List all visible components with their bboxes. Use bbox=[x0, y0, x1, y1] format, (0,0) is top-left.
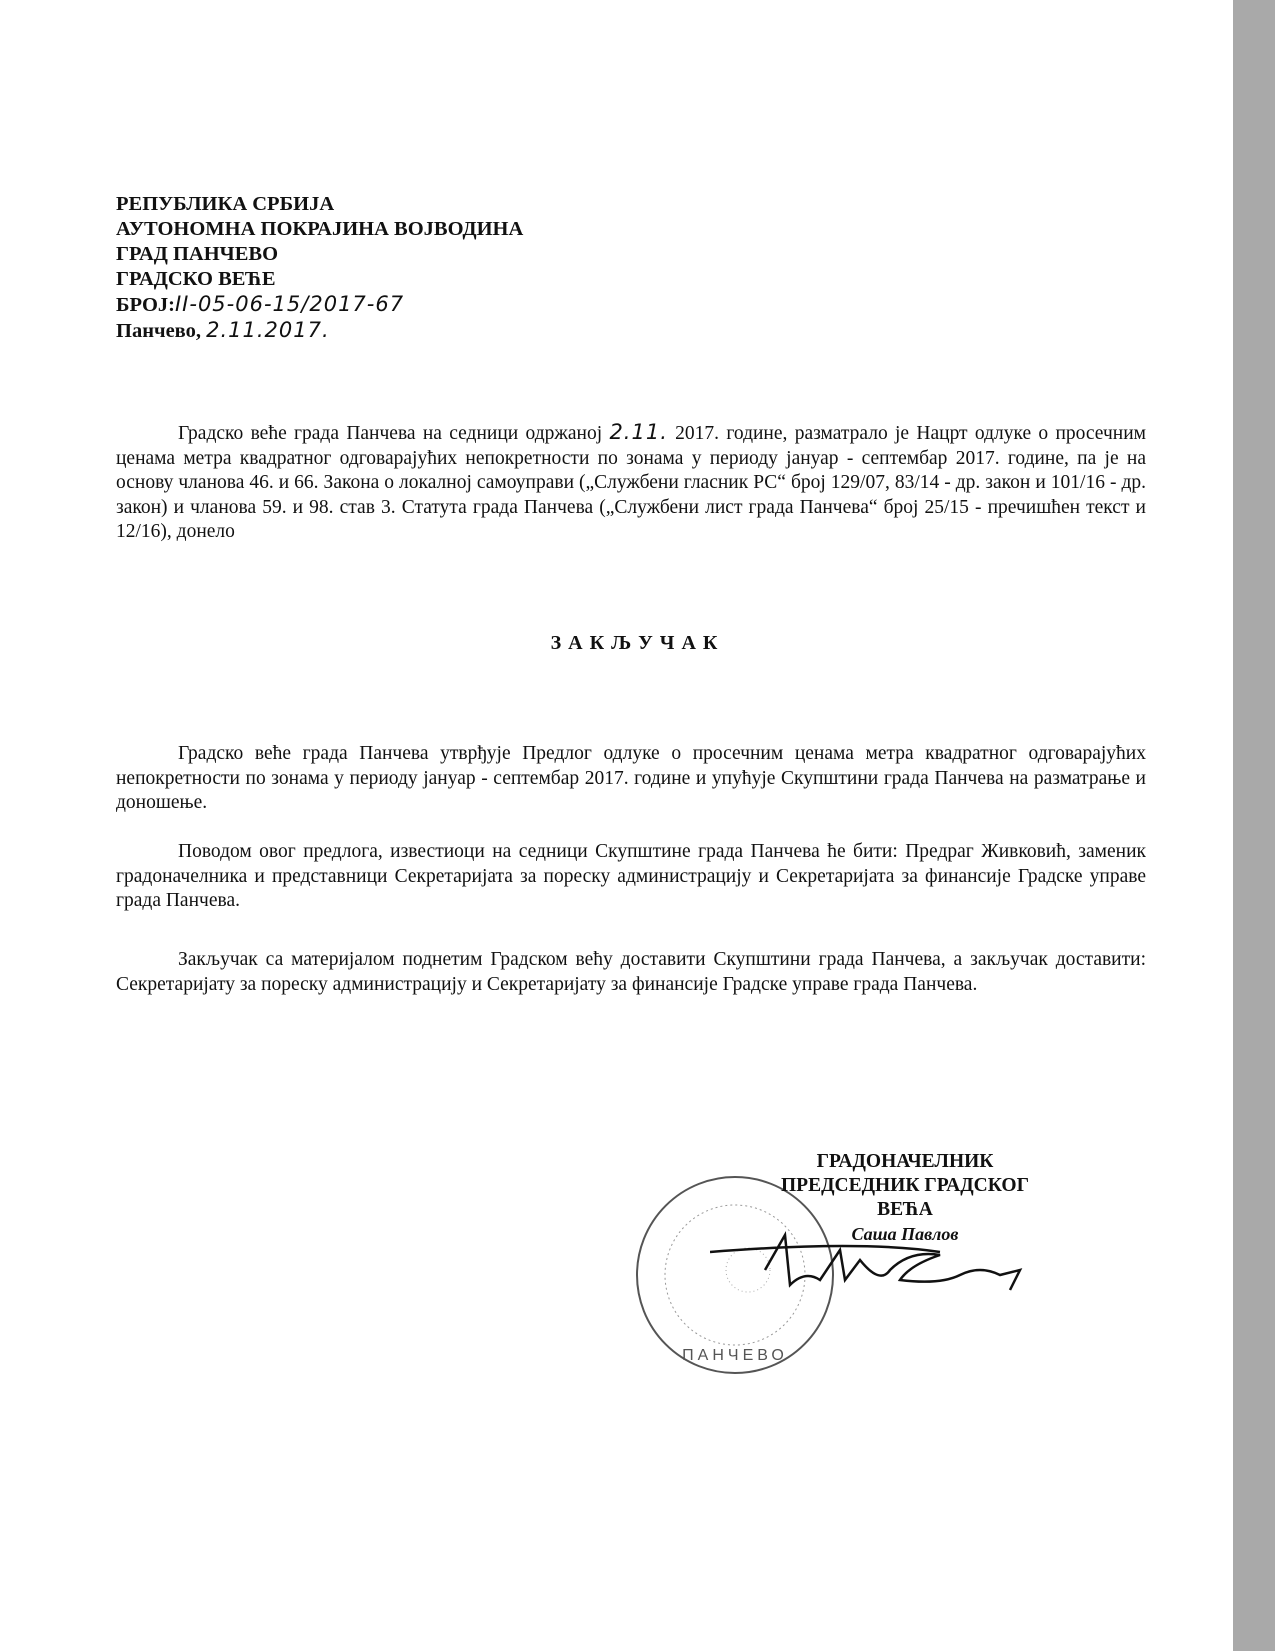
signer-title-1: ГРАДОНАЧЕЛНИК bbox=[816, 1151, 994, 1172]
header-province: АУТОНОМНА ПОКРАЈИНА ВОЈВОДИНА bbox=[116, 218, 524, 240]
intro-handwritten-date: 2.11. bbox=[609, 420, 668, 444]
paragraph-2: Поводом овог предлога, известиоци на седници Скупштине града Панчева ће бити: Предраг Живковић, заменик градоначелника и представници Секретаријата за пореску администрацију и Секретаријата за финансије Градске управе града Панчева. bbox=[116, 841, 1146, 911]
signer-title-2: ПРЕДСЕДНИК ГРАДСКОГ ВЕЋА bbox=[781, 1175, 1029, 1220]
svg-text:ПАНЧЕВО: ПАНЧЕВО bbox=[682, 1347, 788, 1364]
intro-paragraph bbox=[116, 420, 1146, 545]
intro-text-start: Градско веће града Панчева на седници одржаној bbox=[178, 423, 610, 444]
number-value: II-05-06-15/2017-67 bbox=[174, 292, 405, 316]
header-place-date bbox=[116, 318, 523, 344]
scan-edge-band bbox=[1233, 0, 1275, 1651]
paragraph-3: Закључак са материјалом поднетим Градском већу доставити Скупштини града Панчева, а закључак доставити: Секретаријату за пореску администрацију и Секретаријату за финансије Градске управе града Панчева. bbox=[116, 949, 1146, 995]
document-header bbox=[116, 192, 523, 344]
header-republic: РЕПУБЛИКА СРБИЈА bbox=[116, 193, 335, 215]
header-city: ГРАД ПАНЧЕВО bbox=[116, 243, 279, 265]
signer-name: Саша Павлов bbox=[851, 1224, 959, 1244]
place-label: Панчево, bbox=[116, 320, 201, 342]
date-value: 2.11.2017. bbox=[206, 318, 330, 342]
paragraph-1: Градско веће града Панчева утврђује Предлог одлуке о просечним ценама метра квадратног одговарајућих непокретности по зонама у периоду јануар - септембар 2017. године и упућује Скупштини града Панчева на разматрање и доношење. bbox=[116, 743, 1146, 813]
header-number bbox=[116, 292, 523, 318]
number-label: БРОЈ: bbox=[116, 294, 175, 316]
document-title: ЗАКЉУЧАК bbox=[550, 632, 725, 654]
handwritten-signature bbox=[710, 1230, 1040, 1300]
header-council: ГРАДСКО ВЕЋЕ bbox=[116, 268, 276, 290]
intro-text-rest: 2017. године, разматрало је Нацрт одлуке о просечним ценама метра квадратног одговарајућих непокретности по зонама у периоду јануар - септембар 2017. године, па је на основу чланова 46. и 66. Закона о локалној самоуправи („Службени гласник РС“ број 129/07, 83/14 - др. закон и 101/16 - др. закон) и чланова 59. и 98. став 3. Статута града Панчева („Службени лист града Панчева“ број 25/15 - пречишћен текст и 12/16), донело bbox=[116, 423, 1146, 542]
